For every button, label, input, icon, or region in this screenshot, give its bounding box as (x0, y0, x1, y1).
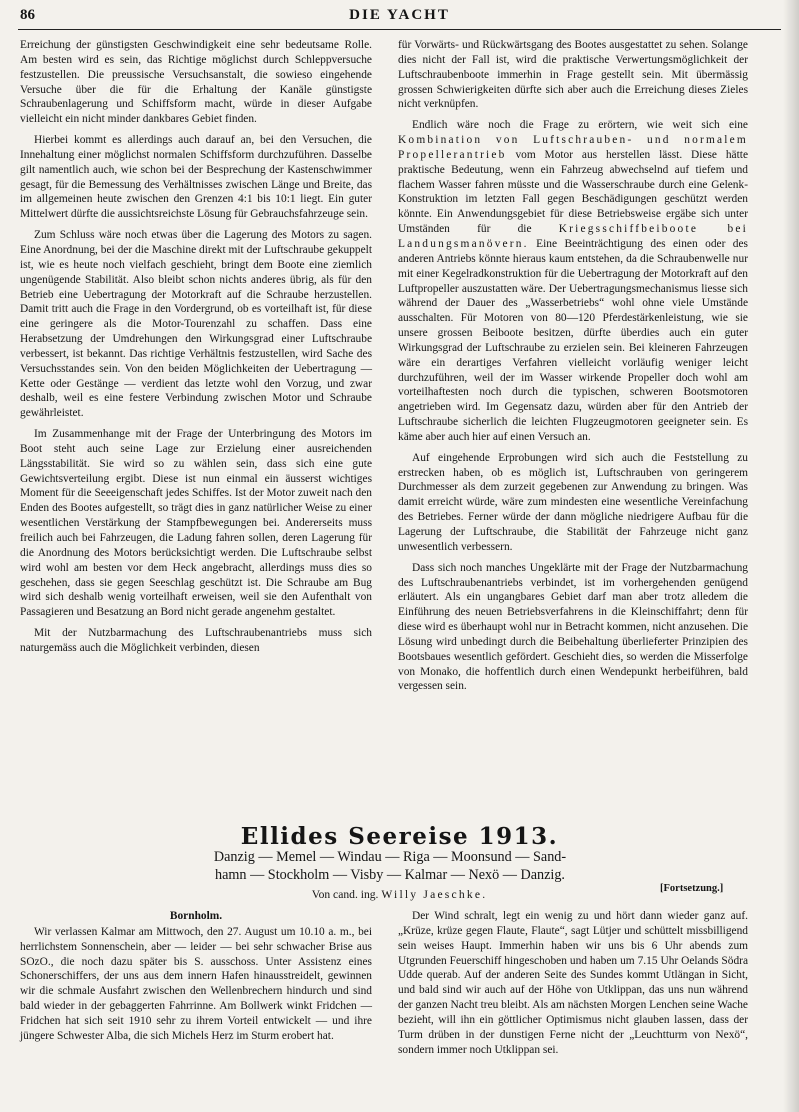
article-two-right-column (398, 909, 748, 1109)
emphasized-text: Kombination von Luftschrauben- und normalem Propellerantrieb (398, 134, 748, 161)
article-two-left-column (20, 909, 372, 1109)
paragraph: Hierbei kommt es allerdings auch darauf an, bei den Versuchen, die Innehaltung einer möglichst normalen Schiffsform durchzuführen. Dasselbe gilt namentlich auch, wie schon bei der Besprechung der Kastenschwimmer gesagt, für die Bemessung des Verhältnisses zwischen Länge und Breite, das im allgemeinen heute zwischen den Grenzen 4:1 bis 10:1 liegt. Ein guter Mittelwert dürfte die aussichtsreichste Lösung für Gebrauchsfahrzeuge sein. (20, 134, 372, 221)
paragraph: Im Zusammenhange mit der Frage der Unterbringung des Motors im Boot steht auch seine Lage zur Erzielung einer ausreichenden Längsstabilität. Sie wird so zu wählen sein, dass sich eine gute Gewichtsverteilung ergibt. Diese ist nun einmal ein äusserst wichtiges Moment für die Seeeigenschaft jedes Schiffes. Ist der Motor zuweit nach den Enden des Bootes aufgestellt, so trägt dies in ganz natürlicher Weise zu einer wesentlichen Verstärkung der Stampfbewegungen bei. Andererseits muss freilich auch bei Fahrzeugen, die Ladung fahren sollen, deren Lagerung für die Anordnung des Motors berücksichtigt werden. Die Luftschraube selbst wird wohl am besten vor dem Heck angebracht, allerdings muss dies so geschehen, dass sie gegen Seeschlag geschützt ist. Die Schraube am Bug wird sich deshalb wenig vorteilhaft erweisen, weil sie den Aufenthalt von Passagieren und Besatzung an Bord nicht gerade angenehm gestaltet. (20, 428, 372, 619)
section-heading: Bornholm. (169, 910, 223, 922)
paragraph: Zum Schluss wäre noch etwas über die Lagerung des Motors zu sagen. Eine Anordnung, bei der die Maschine direkt mit der Luftschraube gekuppelt ist, wie es heute noch vielfach geschieht, bringt dem Boote eine ziemlich ungenügende Stabilität. Also bleibt schon nichts anderes übrig, als für den Betrieb eine Uebertragung der Motorkraft auf die Schraube herzustellen. Damit tritt auch die Frage in den Vordergrund, ob es vorteilhaft ist, für diese eine geringere als die Motor-Tourenzahl zu schaffen. Dass eine Herabsetzung der Umdrehungen den Wirkungsgrad einer Luftschraube verbessert, ist bekannt. Das richtige Verhältnis festzustellen, wird Sache des Versuchsstandes sein. Von den beiden Möglichkeiten der Uebertragung — Kette oder Gestänge — verdient das letzte wohl den Vorzug, und zwar deshalb, weil es eine festere Verbindung zwischen Motor und Schraube gewährleistet. (20, 229, 372, 420)
paragraph-text: vom Motor aus herstellen lässt. Diese hätte praktische Bedeutung, wenn ein Fahrzeug abwechselnd auf tiefem und flachem Wasser fahren müsste und die Wasserschraube durch eine Gelenk-Konstruktion im letzten Fall gegen Beschädigungen geschützt werden könnte. Ein Anwendungsgebiet für diese Betriebsweise ergäbe sich unter Umständen für die (398, 148, 748, 236)
paragraph: für Vorwärts- und Rückwärtsgang des Bootes ausgestattet zu sehen. Solange dies nicht der Fall ist, wird die praktische Verwertungsmöglichkeit der Luftschraubenboote immerhin in Frage gestellt sein. Mit übermässig grossen Schwierigkeiten dürfte sich aber auch die Erreichung dieses Zieles nicht verknüpfen. (398, 39, 748, 111)
paragraph: Auf eingehende Erprobungen wird sich auch die Feststellung zu erstrecken haben, ob es möglich ist, Luftschrauben von geringerem Durchmesser als dem zurzeit gegebenen zur Anwendung zu bringen. Was damit erreicht würde, wäre zum mindesten eine wesentliche Vereinfachung des Betriebes. Ferner würde der dann mögliche niedrigere Aufbau für die Lagerung der Luftschraube, die Stabilität der Fahrzeuge nicht ganz unwesentlich verbessern. (398, 451, 748, 553)
article-one-left-column (20, 38, 372, 786)
running-title: DIE YACHT (349, 7, 450, 23)
paragraph-text: Eine Beeinträchtigung des einen oder des anderen Antriebs könnte hieraus kaum entstehen, da die Schraubenwelle nur mit einer Kegelradkonstruktion für die Uebertragung der Motorkraft auf den Luftpropeller auszustatten wäre. Der Uebertragungsmechanismus liesse sich während der Dauer des „Wasserbetriebs“ wohl ohne viele Umstände ausschalten. Für Motoren von 80—120 Pferdestärkenleistung, wie sie unsere grossen Beiboote besitzen, dürfte überdies auch ein guter Wirkungsgrad der Luftschraube zu erzielen sein. Bei kleineren Fahrzeugen wäre ein derartiges Verfahren vielleicht vorläufig weniger leicht durchzuführen, weil der im Wasser wirkende Propeller doch wohl am vorteilhaftesten noch durch die typischen, schweren Bootsmotoren angetrieben wird. Im Gegensatz dazu, würden aber für den Antrieb der Luftschraube sicherlich die leichten Flugzeugmotoren geeigneter sein. Es käme aber auch hier auf einen Versuch an. (398, 237, 748, 443)
route-subtitle (160, 849, 620, 884)
route-line: Danzig — Memel — Windau — Riga — Moonsund — Sand- (213, 849, 567, 865)
paragraph: Dass sich noch manches Ungeklärte mit der Frage der Nutzbarmachung des Luftschraubenantriebs verbindet, ist im vorhergehenden genügend erläutert. Als ein ungangbares Gebiet darf man aber trotz alledem die Einführung des neuen Betriebsverfahrens in die Kleinschiffahrt; denn für diese wird es überhaupt wohl nur in Betracht kommen, nicht anzusehen. Die Lösung wird unbedingt durch die Beibehaltung überlieferter Prinzipien des Bootsbaues wesentlich gefördert. Geschieht dies, so werden die Misserfolge von Monako, die hoffentlich durch einen Wendepunkt herbeiführen, bald vergessen sein. (398, 561, 748, 693)
paragraph-text: Endlich wäre noch die Frage zu erörtern, wie weit sich eine (412, 119, 748, 132)
paragraph: Mit der Nutzbarmachung des Luftschraubenantriebs muss sich naturgemäss auch die Möglichkeit verbinden, diesen (20, 627, 372, 654)
header-rule (18, 29, 781, 30)
page-number: 86 (20, 7, 35, 23)
byline-prefix: Von cand. ing. (311, 888, 382, 901)
article-one-right-column (398, 38, 748, 786)
article-title: Ellides Seereise 1913. (240, 823, 559, 850)
paragraph (398, 118, 748, 445)
author-name: Willy Jaeschke. (381, 888, 488, 901)
paragraph: Erreichung der günstigsten Geschwindigkeit eine sehr bedeutsame Rolle. Am besten wird es sein, das Richtige möglichst durch Schleppversuche festzustellen. Die preussische Versuchsanstalt, die sowieso eingehende Versuche über die für die Erhaltung der Kanäle günstigste Schraubenlagerung und Schiffsform macht, würde in dieser Aufgabe vielleicht ein nicht minder dankbares Gebiet finden. (20, 39, 372, 126)
paragraph: Der Wind schralt, legt ein wenig zu und hört dann wieder ganz auf. „Krüze, krüze gegen Flaute, Flaute“, sagt Lütjer und schüttelt missbilligend sein weises Haupt. Immerhin haben wir uns bis 6 Uhr abends zum Utgrunden Feuerschiff hingeschoben und haben um 7.15 Uhr Oelands Södra Udde querab. Auf der anderen Seite des Sundes kommt Utlängan in Sicht, und bald sind wir auch auf der Höhe von Utklippan, das uns nun während der ganzen Nacht treu bleibt. Als am nächsten Morgen Lenchen seine Wache bezieht, will ihn ein göttlicher Optimismus nicht glauben lassen, dass der Turm drüben in der dunstigen Ferne nicht der „Leuchtturm von Nexö“, sondern immer noch Utklippan sei. (398, 910, 748, 1056)
route-line: hamn — Stockholm — Visby — Kalmar — Nexö — Danzig. (215, 866, 565, 883)
paragraph: Wir verlassen Kalmar am Mittwoch, den 27. August um 10.10 a. m., bei herrlichstem Sonnenschein, aber — leider — bei sehr schwacher Brise aus SOzO., die noch dazu später bis S. ausschoss. Unter Assistenz eines Schonerschiffers, der uns aus dem innern Hafen hinausstreidelt, gewinnen wir die schmale Ausfahrt zwischen den Wellenbrechern hindurch und sind bald wieder in der gebaggerten Fahrrinne. Am Bollwerk winkt Fridchen — Fridchen hat sich seit 1910 sehr zu ihrem Vorteil entwickelt — und ihre jüngere Schwester Alba, die sich Michels Herz im Sturm erobert hat. (20, 925, 372, 1042)
continued-note: [Fortsetzung.] (660, 883, 724, 894)
page-gutter-shadow (783, 0, 799, 1112)
emphasized-text: Kriegsschiffbeiboote bei Landungsmanövern. (398, 223, 749, 250)
